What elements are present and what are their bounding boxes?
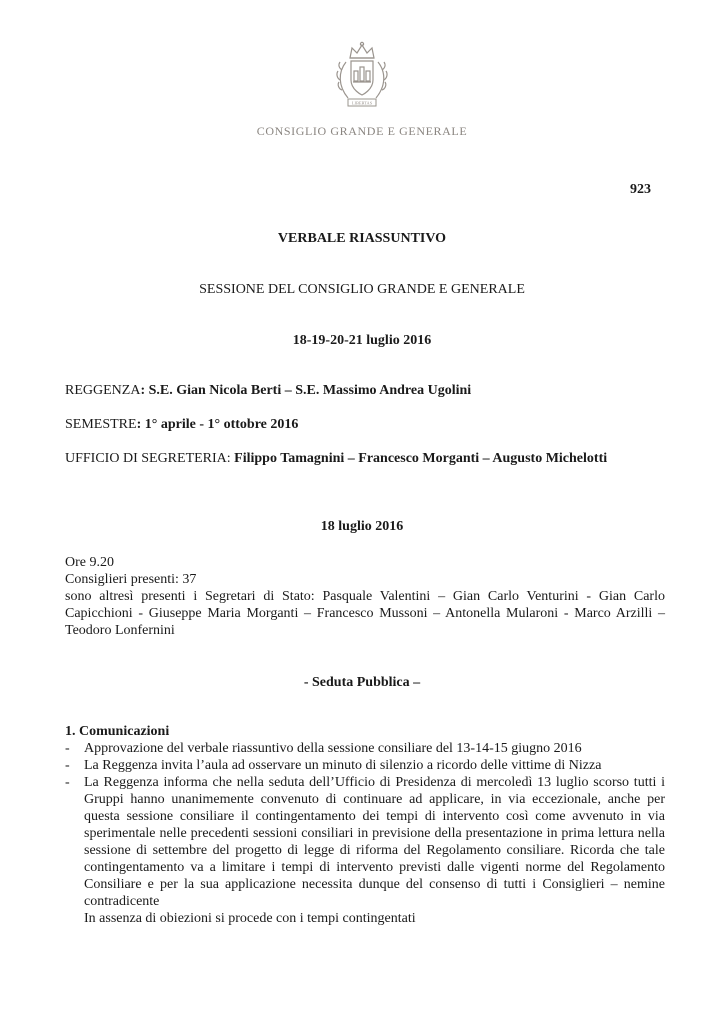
session-dates: 18-19-20-21 luglio 2016 [292, 333, 432, 348]
reggenza-label: REGGENZA [65, 383, 141, 398]
document-title: VERBALE RIASSUNTIVO [277, 231, 447, 246]
organization-name: CONSIGLIO GRANDE E GENERALE [256, 124, 468, 138]
page-number: 923 [630, 182, 651, 197]
segreteria-line [65, 451, 665, 467]
list-item-text: La Reggenza invita l’aula ad osservare un minuto di silenzio a ricordo delle vittime di Nizza [84, 758, 602, 773]
semestre-label: SEMESTRE [65, 417, 137, 432]
emblem-motto: LIBERTAS [351, 100, 373, 106]
section-1-note: In assenza di obiezioni si procede con i tempi contingentati [84, 911, 416, 926]
list-item: - Approvazione del verbale riassuntivo della sessione consiliare del 13-14-15 giugno 2016 [65, 741, 582, 756]
communications-list [65, 740, 665, 910]
reggenza-line [65, 383, 665, 399]
session-type-heading: - Seduta Pubblica – [303, 675, 421, 690]
day-heading: 18 luglio 2016 [320, 519, 404, 534]
session-time: Ore 9.20 [65, 555, 114, 570]
list-item-text: La Reggenza informa che nella seduta dell’Ufficio di Presidenza di mercoledì 13 luglio scorso tutti i Gruppi hanno unanimemente convenuto di continuare ad applicare, in via eccezionale, anche per questa sessione consiliare il contingentamento dei tempi di intervento così come avvenuto in via sperimentale nelle precedenti sessioni consiliari in previsione della presentazione in prima lettura nella sessione di settembre del progetto di legge di riforma del Regolamento consiliare. Ricorda che tale contingentamento va a limitare i tempi di intervento previsti dalle vigenti norme del Regolamento Consiliare e per la sua applicazione necessita dunque del consenso di tutti i Consiglieri – nemine contradicente [84, 775, 665, 909]
session-subtitle: SESSIONE DEL CONSIGLIO GRANDE E GENERALE [199, 282, 525, 297]
san-marino-coat-of-arms-icon [334, 40, 390, 112]
section-1-number: 1. [65, 724, 76, 739]
list-item: - La Reggenza informa che nella seduta dell’Ufficio di Presidenza di mercoledì 13 luglio scorso tutti i Gruppi hanno unanimemente convenuto di continuare ad applicare, in via eccezionale, anche per questa sessione consiliare il contingentamento dei tempi di intervento così come avvenuto in via sperimentale nelle precedenti sessioni consiliari in previsione della presentazione in prima lettura nella sessione di settembre del progetto di legge di riforma del Regolamento consiliare. Ricorda che tale contingentamento va a limitare i tempi di intervento previsti dalle vigenti norme del Regolamento Consiliare e per la sua applicazione necessita dunque del consenso di tutti i Consiglieri – nemine contradicente [65, 775, 665, 909]
attendance-block [65, 554, 665, 639]
section-1-title [65, 723, 665, 740]
list-item: - La Reggenza invita l’aula ad osservare un minuto di silenzio a ricordo delle vittime di Nizza [65, 758, 602, 773]
semestre-value: : 1° aprile - 1° ottobre 2016 [136, 417, 299, 432]
semestre-line [65, 417, 665, 433]
section-1 [65, 723, 665, 927]
section-1-label: Comunicazioni [79, 724, 170, 739]
councillors-present: Consiglieri presenti: 37 [65, 572, 197, 587]
reggenza-value: : S.E. Gian Nicola Berti – S.E. Massimo Andrea Ugolini [140, 383, 472, 398]
secretaries-present: sono altresì presenti i Segretari di Stato: Pasquale Valentini – Gian Carlo Venturini - Gian Carlo Capicchioni - Giuseppe Maria Morganti – Francesco Mussoni – Antonella Mularoni - Marco Arzilli – Teodoro Lonfernini [65, 589, 665, 638]
segreteria-value: Filippo Tamagnini – Francesco Morganti – Augusto Michelotti [234, 451, 608, 466]
segreteria-label: UFFICIO DI SEGRETERIA: [65, 451, 235, 466]
list-item-text: Approvazione del verbale riassuntivo della sessione consiliare del 13-14-15 giugno 2016 [84, 741, 582, 756]
